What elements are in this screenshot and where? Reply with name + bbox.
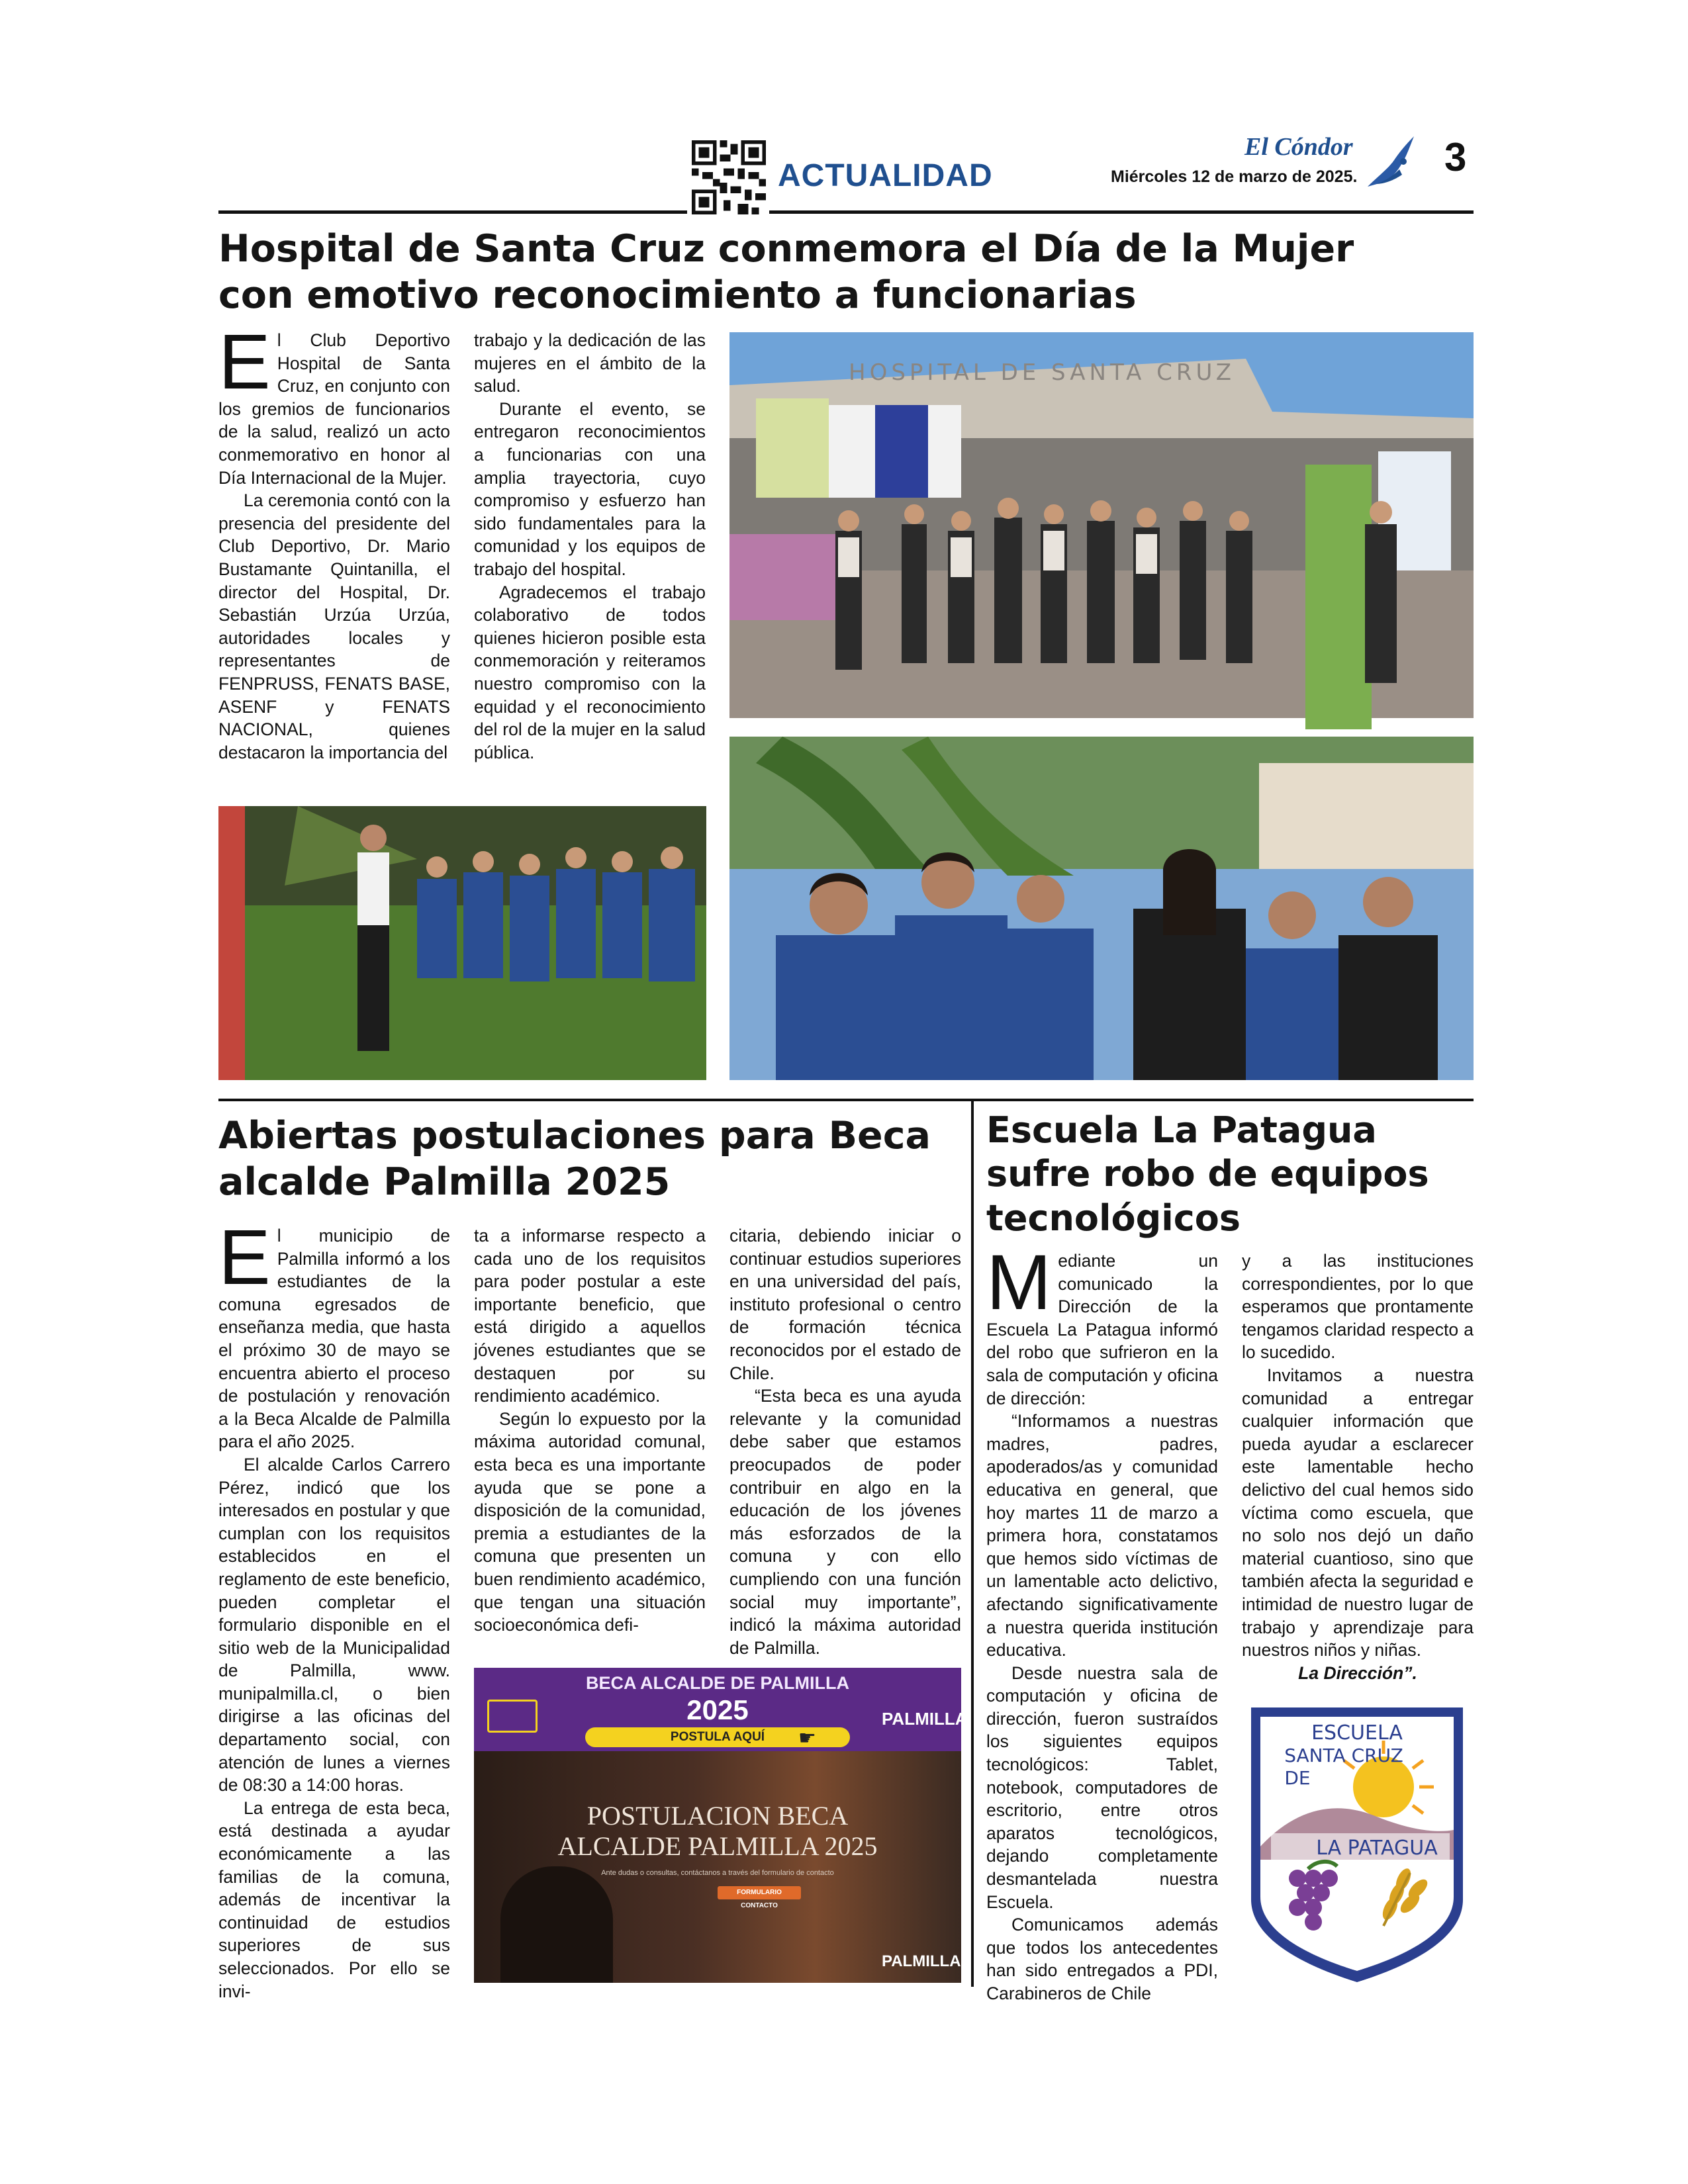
banner-main-line-2: ALCALDE PALMILLA 2025	[557, 1831, 878, 1861]
article-1-column-2	[474, 329, 706, 792]
banner-small-text: Ante dudas o consultas, contáctanos a través del formulario de contacto	[601, 1869, 834, 1877]
paragraph: ta a informarse respecto a cada uno de los requisitos para poder postular a este importante beneficio, que está dirigido a aquellos jóvenes estudiantes que se destaquen por su rendimiento académico.	[474, 1226, 706, 1406]
article-2-column-1	[218, 1214, 450, 2001]
paragraph: Según lo expuesto por la máxima autoridad comunal, esta beca es una importante ayuda que se pone a disposición de la comunidad, premia a estudiantes de la comuna que presenten un buen rendimiento académico, que tengan una situación socioeconómica defi-	[474, 1408, 706, 1635]
drop-cap: E	[218, 1214, 271, 1301]
drop-cap: M	[986, 1239, 1052, 1326]
qr-code-icon	[692, 140, 766, 214]
header-rule-left	[218, 210, 687, 214]
building-sign: HOSPITAL DE SANTA CRUZ	[849, 359, 1236, 386]
paragraph: ediante un comunicado la Dirección de la Escuela La Patagua informó del robo que sufrieron en la sala de computación y oficina de dirección:	[986, 1251, 1218, 1408]
article-1-headline: Hospital de Santa Cruz conmemora el Día de la Mujer con emotivo reconocimiento a funcionarias	[218, 227, 1354, 317]
drop-cap: E	[218, 318, 271, 406]
paragraph: Comunicamos además que todos los antecedentes han sido entregados a PDI, Carabineros de Chile	[986, 1915, 1218, 2003]
pointer-hand-icon: ☛	[798, 1727, 816, 1749]
banner-top-title: BECA ALCALDE DE PALMILLA	[586, 1673, 849, 1693]
crest-line-1: ESCUELA	[1311, 1721, 1403, 1745]
signature: La Dirección”.	[1298, 1662, 1417, 1683]
article-3-headline: Escuela La Patagua sufre robo de equipos tecnológicos	[986, 1109, 1429, 1239]
student-silhouette	[500, 1866, 613, 1983]
paragraph: “Esta beca es una ayuda relevante y la comunidad debe saber que estamos preocupados de poder contribuir en algo en la educación de los jóvenes más esforzados de la comuna y con ello cumpliendo con una función social muy importante”, indicó la máxima autoridad de Palmilla.	[729, 1386, 961, 1658]
school-crest-logo	[1244, 1701, 1470, 1985]
masthead-title: El Cóndor	[1244, 133, 1353, 161]
paragraph: El alcalde Carlos Carrero Pérez, indicó que los interesados en postular y que cumplan con los requisitos establecidos en el reglamento de este beneficio, pueden completar el formulario disponible en el sitio web de la Municipalidad de Palmilla, www. munipalmilla.cl, o bien dirigirse a las oficinas del departamento social, con atención de lunes a viernes de 08:30 a 14:00 horas.	[218, 1454, 450, 1796]
crest-line-2: SANTA CRUZ	[1284, 1745, 1403, 1766]
paragraph: La ceremonia contó con la presencia del presidente del Club Deportivo, Dr. Mario Bustamante Quintanilla, el director del Hospital, Dr. Sebastián Urzúa Urzúa, autoridades locales y representantes de FENPRUSS, FENATS BASE, ASENF y FENATS NACIONAL, quienes destacaron la importancia del	[218, 490, 450, 762]
page-number: 3	[1444, 135, 1467, 179]
photo-hospital-building	[729, 332, 1474, 718]
photo-staff-lawn	[218, 806, 706, 1080]
paragraph: La entrega de esta beca, está destinada a ayudar económicamente a las familias de la comuna, además de incentivar la continuidad de estudios superiores de sus seleccionados. Por ello se invi-	[218, 1797, 450, 2001]
banner-main-line-1: POSTULACION BECA	[586, 1801, 849, 1831]
apply-here-button[interactable]: POSTULA AQUÍ	[585, 1727, 850, 1747]
crest-line-4: LA PATAGUA	[1316, 1837, 1438, 1860]
publication-date: Miércoles 12 de marzo de 2025.	[1111, 167, 1358, 186]
paragraph: Desde nuestra sala de computación y oficina de dirección, fueron sustraídos los siguientes equipos tecnológicos: Tablet, notebook, computadores de escritorio, entre otros aparatos tecnológicos, dejando completamente desmantelada nuestra Escuela.	[986, 1662, 1218, 1912]
condor-bird-icon	[1362, 135, 1415, 189]
paragraph: Durante el evento, se entregaron reconocimientos a funcionarias con una amplia trayectoria, cuyo compromiso y esfuerzo han sido fundamentales para la comunidad y los equipos de trabajo del hospital.	[474, 398, 706, 579]
paragraph: trabajo y la dedicación de las mujeres en el ámbito de la salud.	[474, 330, 706, 396]
article-2-column-3	[729, 1224, 961, 1658]
column-divider-line	[971, 1100, 974, 1987]
section-divider-rule	[218, 1099, 1474, 1101]
article-3-column-2	[1242, 1250, 1474, 1700]
beca-banner-image	[474, 1668, 968, 1983]
banner-brand: PALMILLA	[882, 1709, 968, 1729]
banner-year: 2025	[686, 1694, 749, 1725]
article-1-column-1	[218, 318, 450, 792]
banner-brand-bottom: PALMILLA	[882, 1952, 961, 1970]
crest-line-3: DE	[1284, 1767, 1311, 1789]
paragraph: l Club Deportivo Hospital de Santa Cruz, en conjunto con los gremios de funcionarios de la salud, realizó un acto conmemorativo en honor al Día Internacional de la Mujer.	[218, 330, 450, 488]
paragraph: Invitamos a nuestra comunidad a entregar cualquier información que pueda ayudar a esclarecer este lamentable hecho delictivo del cual hemos sido víctima como escuela, que no solo nos dejó un daño material cuantioso, sino que también afecta la seguridad e intimidad de nuestro lugar de trabajo y aprendizaje para nuestros niños y niñas.	[1242, 1365, 1474, 1661]
paragraph: “Informamos a nuestras madres, padres, apoderados/as y comunidad educativa en general, que hoy martes 11 de marzo a primera hora, constatamos que hemos sido víctimas de un lamentable acto delictivo, afectando significativamente a nuestra querida institución educativa.	[986, 1411, 1218, 1661]
paragraph: citaria, debiendo iniciar o continuar estudios superiores en una universidad del país, instituto profesional o centro de formación técnica reconocidos por el estado de Chile.	[729, 1226, 961, 1383]
photo-staff-closeup	[729, 737, 1474, 1080]
article-2-column-2	[474, 1224, 706, 1641]
article-3-column-1	[986, 1239, 1218, 2003]
section-label: ACTUALIDAD	[778, 158, 993, 193]
article-2-headline: Abiertas postulaciones para Beca alcalde Palmilla 2025	[218, 1114, 931, 1204]
contact-form-button[interactable]: FORMULARIO CONTACTO	[718, 1886, 801, 1899]
paragraph: Agradecemos el trabajo colaborativo de todos quienes hicieron posible esta conmemoración y reiteramos nuestro compromiso con la equidad y el reconocimiento del rol de la mujer en la salud pública.	[474, 582, 706, 762]
paragraph: y a las instituciones correspondientes, por lo que esperamos que prontamente tengamos claridad respecto a lo sucedido.	[1242, 1251, 1474, 1363]
header-rule-right	[769, 210, 1474, 214]
paragraph: l municipio de Palmilla informó a los estudiantes de la comuna egresados de enseñanza media, que hasta el próximo 30 de mayo se encuentra abierto el proceso de postulación y renovación a la Beca Alcalde de Palmilla para el año 2025.	[218, 1226, 450, 1452]
